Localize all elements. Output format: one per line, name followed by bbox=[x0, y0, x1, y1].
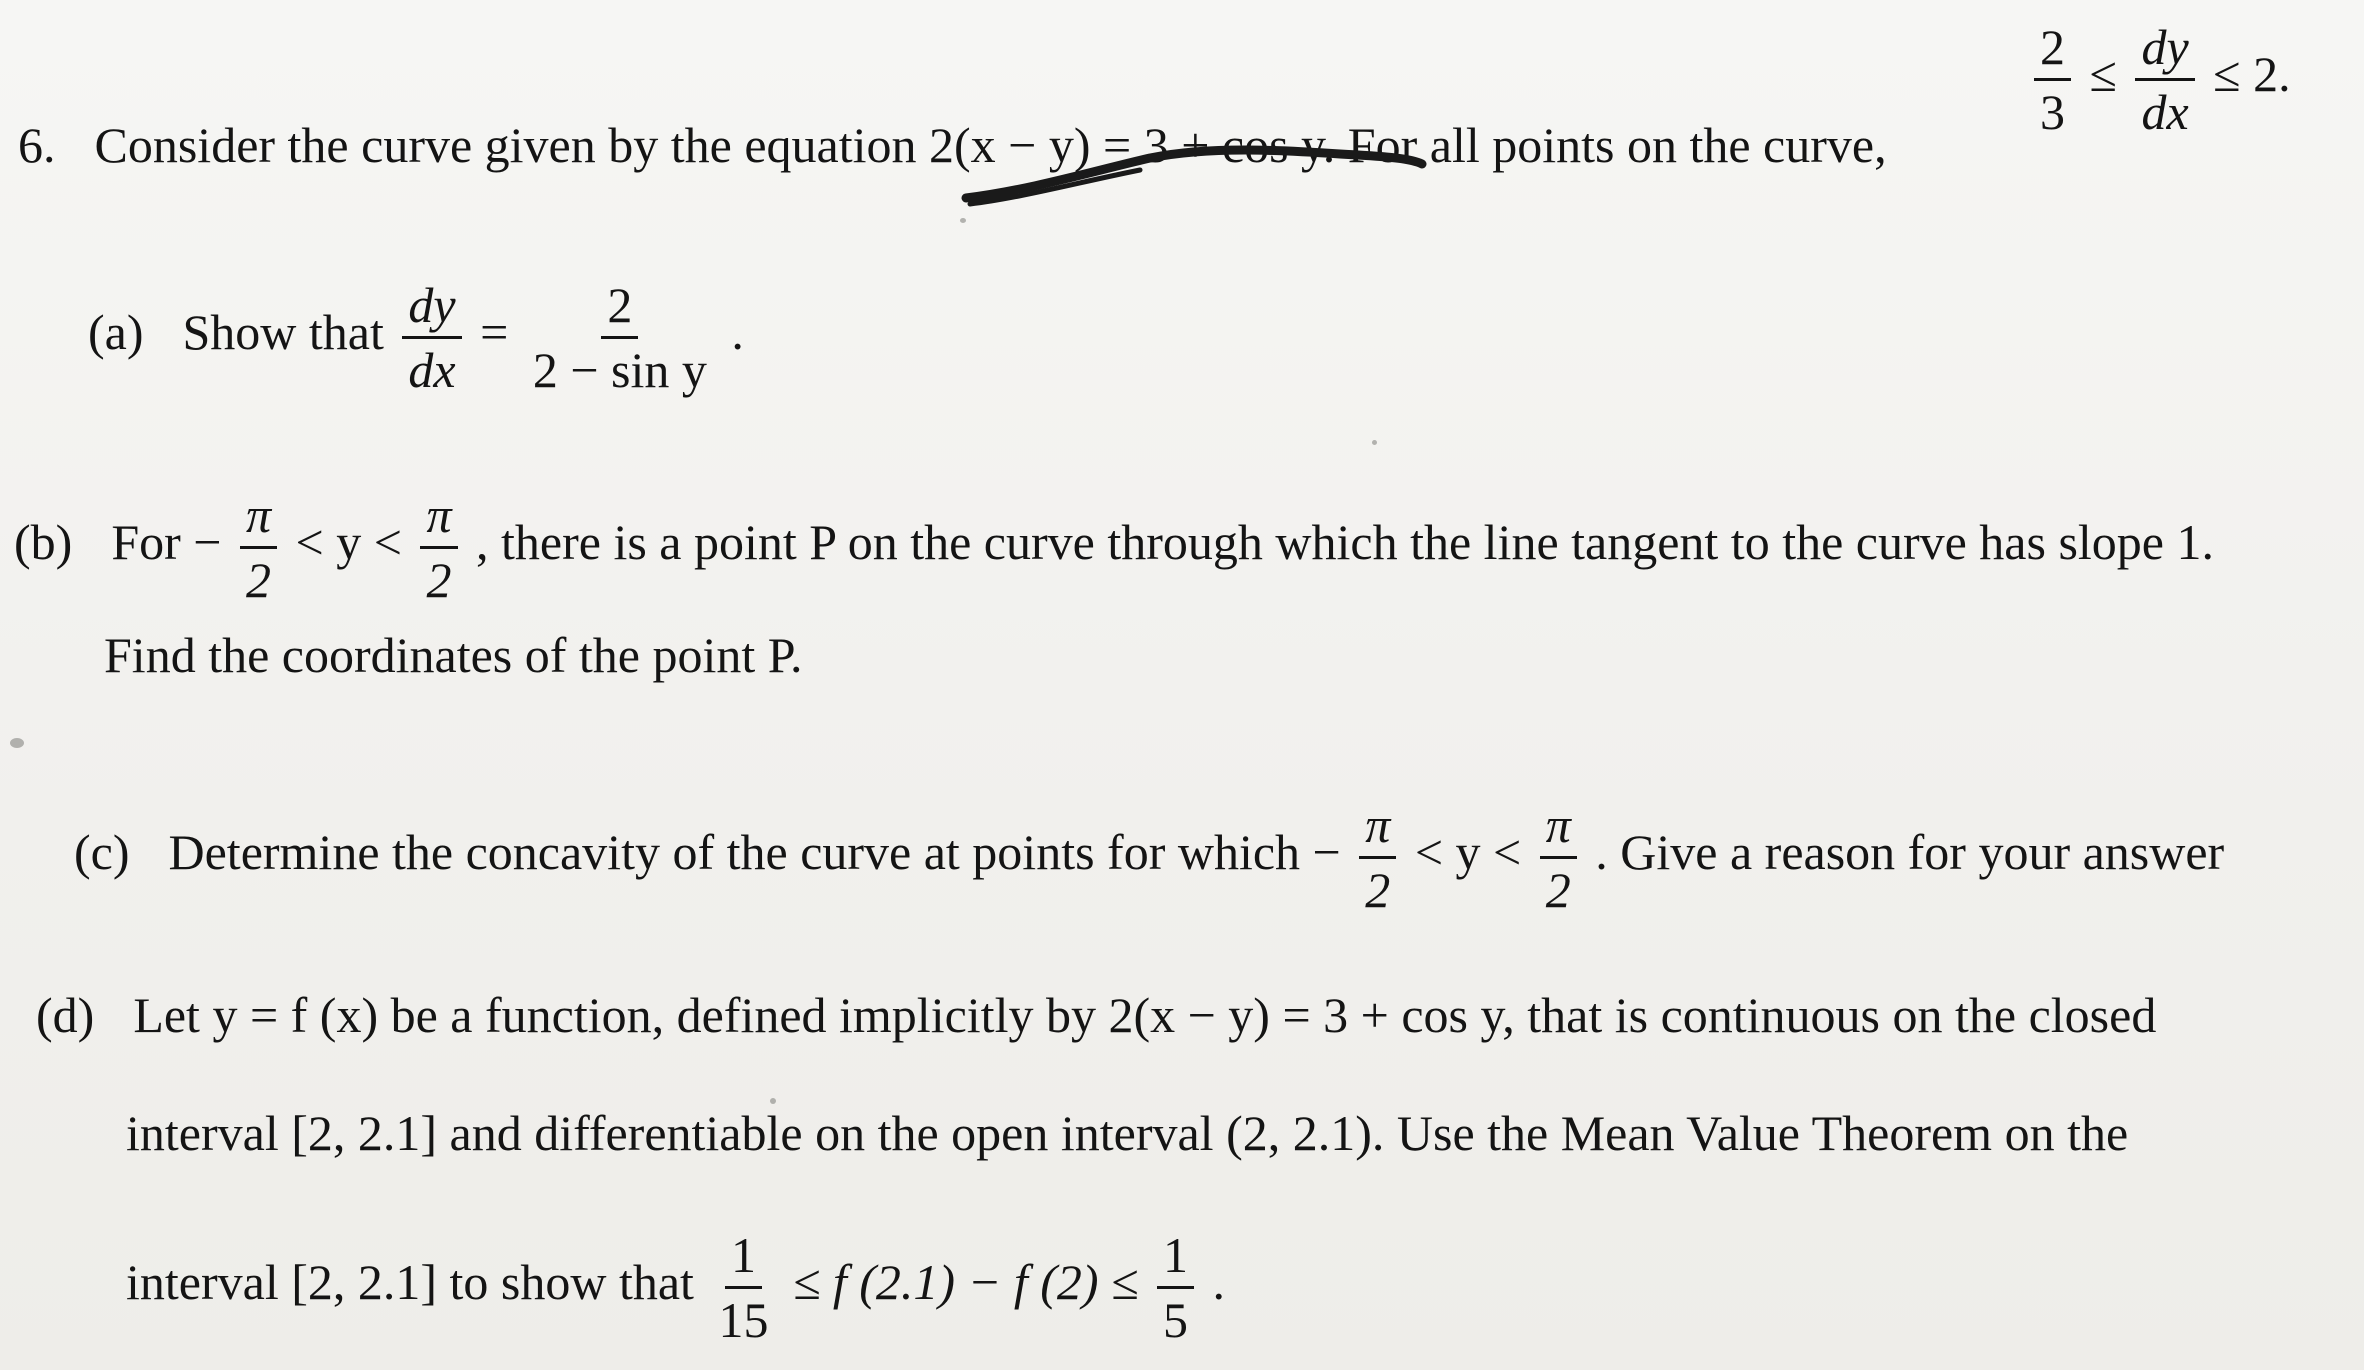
part-a-text: Show that bbox=[182, 303, 384, 360]
part-d-line3-text: interval [2, 2.1] to show that bbox=[126, 1253, 694, 1310]
part-b bbox=[14, 487, 2215, 608]
bound-mid-num: dy bbox=[2135, 22, 2194, 81]
part-c-frac1-num: π bbox=[1359, 800, 1396, 859]
part-b-minus: − bbox=[193, 513, 222, 570]
part-d-line1: Let y = f (x) be a function, defined implicitly by 2(x − y) = 3 + cos y, that is continuous on the closed bbox=[133, 987, 2157, 1043]
part-b-frac2-den: 2 bbox=[426, 552, 452, 608]
part-b-lower-fraction bbox=[240, 487, 277, 608]
part-d-frac2-den: 5 bbox=[1162, 1292, 1188, 1348]
part-c-text-rest: . Give a reason for your answer bbox=[1595, 823, 2225, 880]
part-c-label: (c) bbox=[74, 823, 130, 880]
part-c-frac2-num: π bbox=[1540, 800, 1577, 859]
part-b-text: , there is a point P on the curve through which the line tangent to the curve has slope 1. bbox=[476, 513, 2215, 570]
part-d-upper-fraction bbox=[1157, 1227, 1194, 1348]
part-c-minus: − bbox=[1312, 823, 1341, 880]
bound-upper: ≤ 2. bbox=[2213, 45, 2291, 102]
part-a-lhs-num: dy bbox=[402, 280, 461, 339]
part-c bbox=[74, 797, 2225, 918]
part-c-inequality: < y < bbox=[1414, 823, 1522, 880]
part-a bbox=[88, 277, 744, 398]
part-a-lhs-den: dx bbox=[408, 342, 456, 398]
scan-speck bbox=[770, 1098, 776, 1104]
part-d-frac1-num: 1 bbox=[725, 1230, 762, 1289]
part-d-end: . bbox=[1212, 1253, 1225, 1310]
part-b-inequality: < y < bbox=[295, 513, 402, 570]
part-a-rhs-num: 2 bbox=[601, 280, 638, 339]
pen-underline-mark bbox=[960, 120, 1430, 230]
problem-intro bbox=[18, 117, 1887, 173]
bound-derivative-fraction bbox=[2135, 19, 2194, 140]
scan-speck bbox=[960, 218, 966, 223]
part-b-upper-fraction bbox=[420, 487, 457, 608]
part-b-frac1-num: π bbox=[240, 490, 277, 549]
part-b-frac1-den: 2 bbox=[246, 552, 272, 608]
part-b-for: For bbox=[111, 513, 181, 570]
part-a-equals: = bbox=[480, 303, 509, 360]
part-c-frac2-den: 2 bbox=[1545, 862, 1571, 918]
part-a-lhs-fraction bbox=[402, 277, 461, 398]
part-d-lower-fraction bbox=[712, 1227, 774, 1348]
part-d-label: (d) bbox=[36, 987, 95, 1043]
part-c-frac1-den: 2 bbox=[1365, 862, 1391, 918]
part-d-frac1-den: 15 bbox=[718, 1292, 769, 1348]
bound-lower-den: 3 bbox=[2040, 84, 2065, 140]
part-b-label: (b) bbox=[14, 513, 73, 570]
part-d-mid-expression: ≤ f (2.1) − f (2) ≤ bbox=[792, 1253, 1139, 1310]
part-d bbox=[36, 987, 2157, 1043]
part-d-line2: interval [2, 2.1] and differentiable on the open interval (2, 2.1). Use the Mean Value Theorem on the bbox=[126, 1105, 2129, 1161]
part-b-line2: Find the coordinates of the point P. bbox=[104, 627, 803, 683]
part-a-rhs-den: 2 − sin y bbox=[532, 342, 707, 398]
part-a-label: (a) bbox=[88, 303, 144, 360]
bound-mid-den: dx bbox=[2141, 84, 2189, 140]
problem-intro-text: Consider the curve given by the equation 2(x − y) = 3 + cos y. For all points on the curve, bbox=[94, 117, 1887, 173]
scan-speck bbox=[1372, 440, 1377, 445]
bound-lower-fraction bbox=[2034, 19, 2071, 140]
part-a-rhs-fraction bbox=[527, 277, 713, 398]
bound-lower-num: 2 bbox=[2034, 22, 2071, 81]
part-d-frac2-num: 1 bbox=[1157, 1230, 1194, 1289]
bound-le-symbol: ≤ bbox=[2089, 45, 2117, 102]
part-d-line3 bbox=[126, 1227, 1225, 1348]
part-c-lower-fraction bbox=[1359, 797, 1396, 918]
part-b-frac2-num: π bbox=[420, 490, 457, 549]
derivative-bounds bbox=[2028, 19, 2291, 140]
part-c-text: Determine the concavity of the curve at points for which bbox=[168, 823, 1301, 880]
problem-number: 6. bbox=[18, 117, 56, 173]
part-c-upper-fraction bbox=[1540, 797, 1577, 918]
scan-speck bbox=[10, 738, 24, 748]
part-a-end: . bbox=[731, 303, 744, 360]
